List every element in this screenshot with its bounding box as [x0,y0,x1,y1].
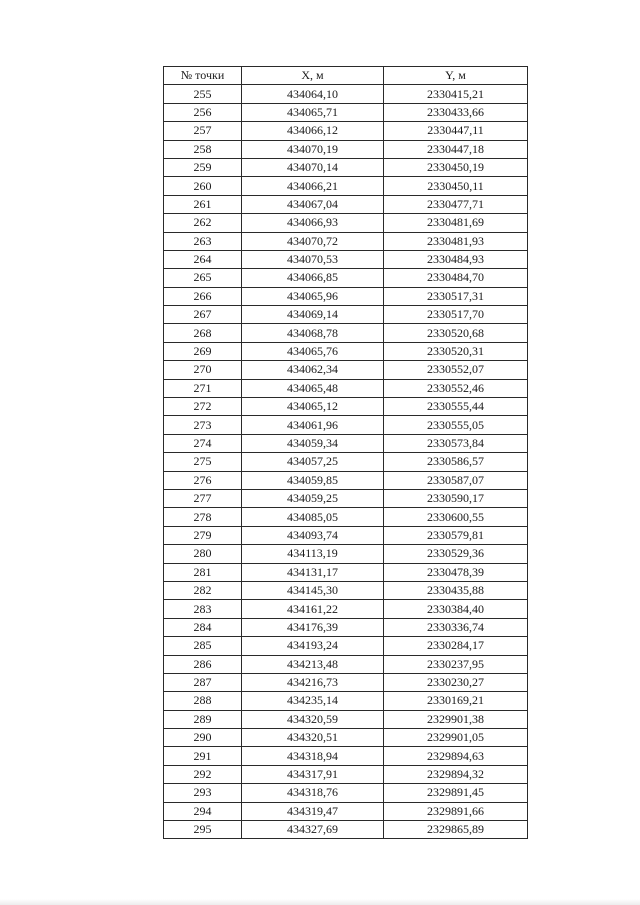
y-coordinate-cell: 2330450,11 [384,177,528,195]
point-number-cell: 264 [164,250,242,268]
x-coordinate-cell: 434061,96 [242,416,384,434]
y-coordinate-cell: 2330517,31 [384,287,528,305]
table-row [164,802,528,820]
point-number-cell: 282 [164,581,242,599]
y-coordinate-cell: 2330230,27 [384,673,528,691]
header-x-coordinate: X, м [242,67,384,85]
x-coordinate-cell: 434068,78 [242,324,384,342]
point-number-cell: 270 [164,361,242,379]
table-row [164,692,528,710]
y-coordinate-cell: 2330169,21 [384,692,528,710]
x-coordinate-cell: 434065,71 [242,103,384,121]
y-coordinate-cell: 2329891,66 [384,802,528,820]
y-coordinate-cell: 2330529,36 [384,545,528,563]
table-row [164,471,528,489]
table-row [164,379,528,397]
table-row [164,545,528,563]
point-number-cell: 267 [164,306,242,324]
header-point-number: № точки [164,67,242,85]
point-number-cell: 287 [164,673,242,691]
y-coordinate-cell: 2330415,21 [384,85,528,103]
y-coordinate-cell: 2330520,31 [384,342,528,360]
y-coordinate-cell: 2329865,89 [384,821,528,839]
x-coordinate-cell: 434067,04 [242,195,384,213]
table-row [164,563,528,581]
point-number-cell: 290 [164,729,242,747]
point-number-cell: 289 [164,710,242,728]
point-number-cell: 284 [164,618,242,636]
x-coordinate-cell: 434065,76 [242,342,384,360]
y-coordinate-cell: 2330433,66 [384,103,528,121]
x-coordinate-cell: 434057,25 [242,453,384,471]
y-coordinate-cell: 2330477,71 [384,195,528,213]
point-number-cell: 283 [164,600,242,618]
table-row [164,306,528,324]
coordinates-table [163,66,528,839]
x-coordinate-cell: 434064,10 [242,85,384,103]
x-coordinate-cell: 434059,85 [242,471,384,489]
x-coordinate-cell: 434065,96 [242,287,384,305]
x-coordinate-cell: 434319,47 [242,802,384,820]
x-coordinate-cell: 434066,85 [242,269,384,287]
y-coordinate-cell: 2330284,17 [384,637,528,655]
y-coordinate-cell: 2330484,70 [384,269,528,287]
point-number-cell: 288 [164,692,242,710]
x-coordinate-cell: 434059,25 [242,489,384,507]
y-coordinate-cell: 2330555,05 [384,416,528,434]
y-coordinate-cell: 2330590,17 [384,489,528,507]
x-coordinate-cell: 434161,22 [242,600,384,618]
x-coordinate-cell: 434320,51 [242,729,384,747]
point-number-cell: 276 [164,471,242,489]
point-number-cell: 274 [164,434,242,452]
table-body [164,85,528,839]
table-row [164,600,528,618]
y-coordinate-cell: 2330478,39 [384,563,528,581]
x-coordinate-cell: 434176,39 [242,618,384,636]
table-row [164,508,528,526]
x-coordinate-cell: 434235,14 [242,692,384,710]
point-number-cell: 271 [164,379,242,397]
point-number-cell: 295 [164,821,242,839]
table-row [164,747,528,765]
table-row [164,103,528,121]
table-row [164,821,528,839]
table-row [164,324,528,342]
point-number-cell: 257 [164,122,242,140]
point-number-cell: 293 [164,784,242,802]
table-row [164,195,528,213]
x-coordinate-cell: 434059,34 [242,434,384,452]
y-coordinate-cell: 2330552,07 [384,361,528,379]
table-row [164,140,528,158]
y-coordinate-cell: 2330447,18 [384,140,528,158]
point-number-cell: 294 [164,802,242,820]
point-number-cell: 269 [164,342,242,360]
table-row [164,342,528,360]
y-coordinate-cell: 2329901,05 [384,729,528,747]
table-row [164,710,528,728]
header-y-coordinate: Y, м [384,67,528,85]
table-row [164,526,528,544]
point-number-cell: 262 [164,214,242,232]
point-number-cell: 266 [164,287,242,305]
point-number-cell: 273 [164,416,242,434]
point-number-cell: 275 [164,453,242,471]
point-number-cell: 281 [164,563,242,581]
x-coordinate-cell: 434066,12 [242,122,384,140]
x-coordinate-cell: 434113,19 [242,545,384,563]
y-coordinate-cell: 2330484,93 [384,250,528,268]
x-coordinate-cell: 434145,30 [242,581,384,599]
table-row [164,85,528,103]
table-row [164,618,528,636]
y-coordinate-cell: 2329894,63 [384,747,528,765]
x-coordinate-cell: 434066,93 [242,214,384,232]
table-row [164,729,528,747]
table-row [164,581,528,599]
y-coordinate-cell: 2330517,70 [384,306,528,324]
point-number-cell: 286 [164,655,242,673]
x-coordinate-cell: 434065,12 [242,398,384,416]
point-number-cell: 292 [164,765,242,783]
x-coordinate-cell: 434317,91 [242,765,384,783]
x-coordinate-cell: 434320,59 [242,710,384,728]
table-row [164,214,528,232]
table-row [164,765,528,783]
point-number-cell: 277 [164,489,242,507]
y-coordinate-cell: 2330481,69 [384,214,528,232]
table-row [164,122,528,140]
y-coordinate-cell: 2330552,46 [384,379,528,397]
x-coordinate-cell: 434069,14 [242,306,384,324]
x-coordinate-cell: 434318,76 [242,784,384,802]
table-row [164,287,528,305]
x-coordinate-cell: 434213,48 [242,655,384,673]
y-coordinate-cell: 2330600,55 [384,508,528,526]
y-coordinate-cell: 2330555,44 [384,398,528,416]
point-number-cell: 285 [164,637,242,655]
table-row [164,489,528,507]
point-number-cell: 256 [164,103,242,121]
table-row [164,784,528,802]
table-row [164,158,528,176]
point-number-cell: 280 [164,545,242,563]
y-coordinate-cell: 2330579,81 [384,526,528,544]
point-number-cell: 258 [164,140,242,158]
table-row [164,269,528,287]
x-coordinate-cell: 434085,05 [242,508,384,526]
y-coordinate-cell: 2330237,95 [384,655,528,673]
table-header-row [164,67,528,85]
point-number-cell: 279 [164,526,242,544]
point-number-cell: 278 [164,508,242,526]
table-row [164,453,528,471]
table-row [164,232,528,250]
table-row [164,361,528,379]
x-coordinate-cell: 434193,24 [242,637,384,655]
x-coordinate-cell: 434070,14 [242,158,384,176]
x-coordinate-cell: 434131,17 [242,563,384,581]
x-coordinate-cell: 434062,34 [242,361,384,379]
table-row [164,434,528,452]
point-number-cell: 265 [164,269,242,287]
y-coordinate-cell: 2330384,40 [384,600,528,618]
point-number-cell: 272 [164,398,242,416]
point-number-cell: 268 [164,324,242,342]
point-number-cell: 261 [164,195,242,213]
y-coordinate-cell: 2329891,45 [384,784,528,802]
y-coordinate-cell: 2330435,88 [384,581,528,599]
point-number-cell: 263 [164,232,242,250]
x-coordinate-cell: 434066,21 [242,177,384,195]
point-number-cell: 260 [164,177,242,195]
table-row [164,398,528,416]
x-coordinate-cell: 434070,19 [242,140,384,158]
table-row [164,250,528,268]
y-coordinate-cell: 2330573,84 [384,434,528,452]
table-row [164,637,528,655]
y-coordinate-cell: 2330481,93 [384,232,528,250]
y-coordinate-cell: 2330336,74 [384,618,528,636]
y-coordinate-cell: 2329894,32 [384,765,528,783]
y-coordinate-cell: 2330520,68 [384,324,528,342]
y-coordinate-cell: 2330450,19 [384,158,528,176]
y-coordinate-cell: 2330587,07 [384,471,528,489]
x-coordinate-cell: 434327,69 [242,821,384,839]
x-coordinate-cell: 434070,72 [242,232,384,250]
page-bottom-edge [0,899,640,905]
x-coordinate-cell: 434070,53 [242,250,384,268]
point-number-cell: 291 [164,747,242,765]
x-coordinate-cell: 434093,74 [242,526,384,544]
x-coordinate-cell: 434318,94 [242,747,384,765]
table-row [164,655,528,673]
y-coordinate-cell: 2329901,38 [384,710,528,728]
table-row [164,177,528,195]
table-row [164,416,528,434]
table-row [164,673,528,691]
y-coordinate-cell: 2330447,11 [384,122,528,140]
y-coordinate-cell: 2330586,57 [384,453,528,471]
x-coordinate-cell: 434216,73 [242,673,384,691]
point-number-cell: 259 [164,158,242,176]
x-coordinate-cell: 434065,48 [242,379,384,397]
point-number-cell: 255 [164,85,242,103]
